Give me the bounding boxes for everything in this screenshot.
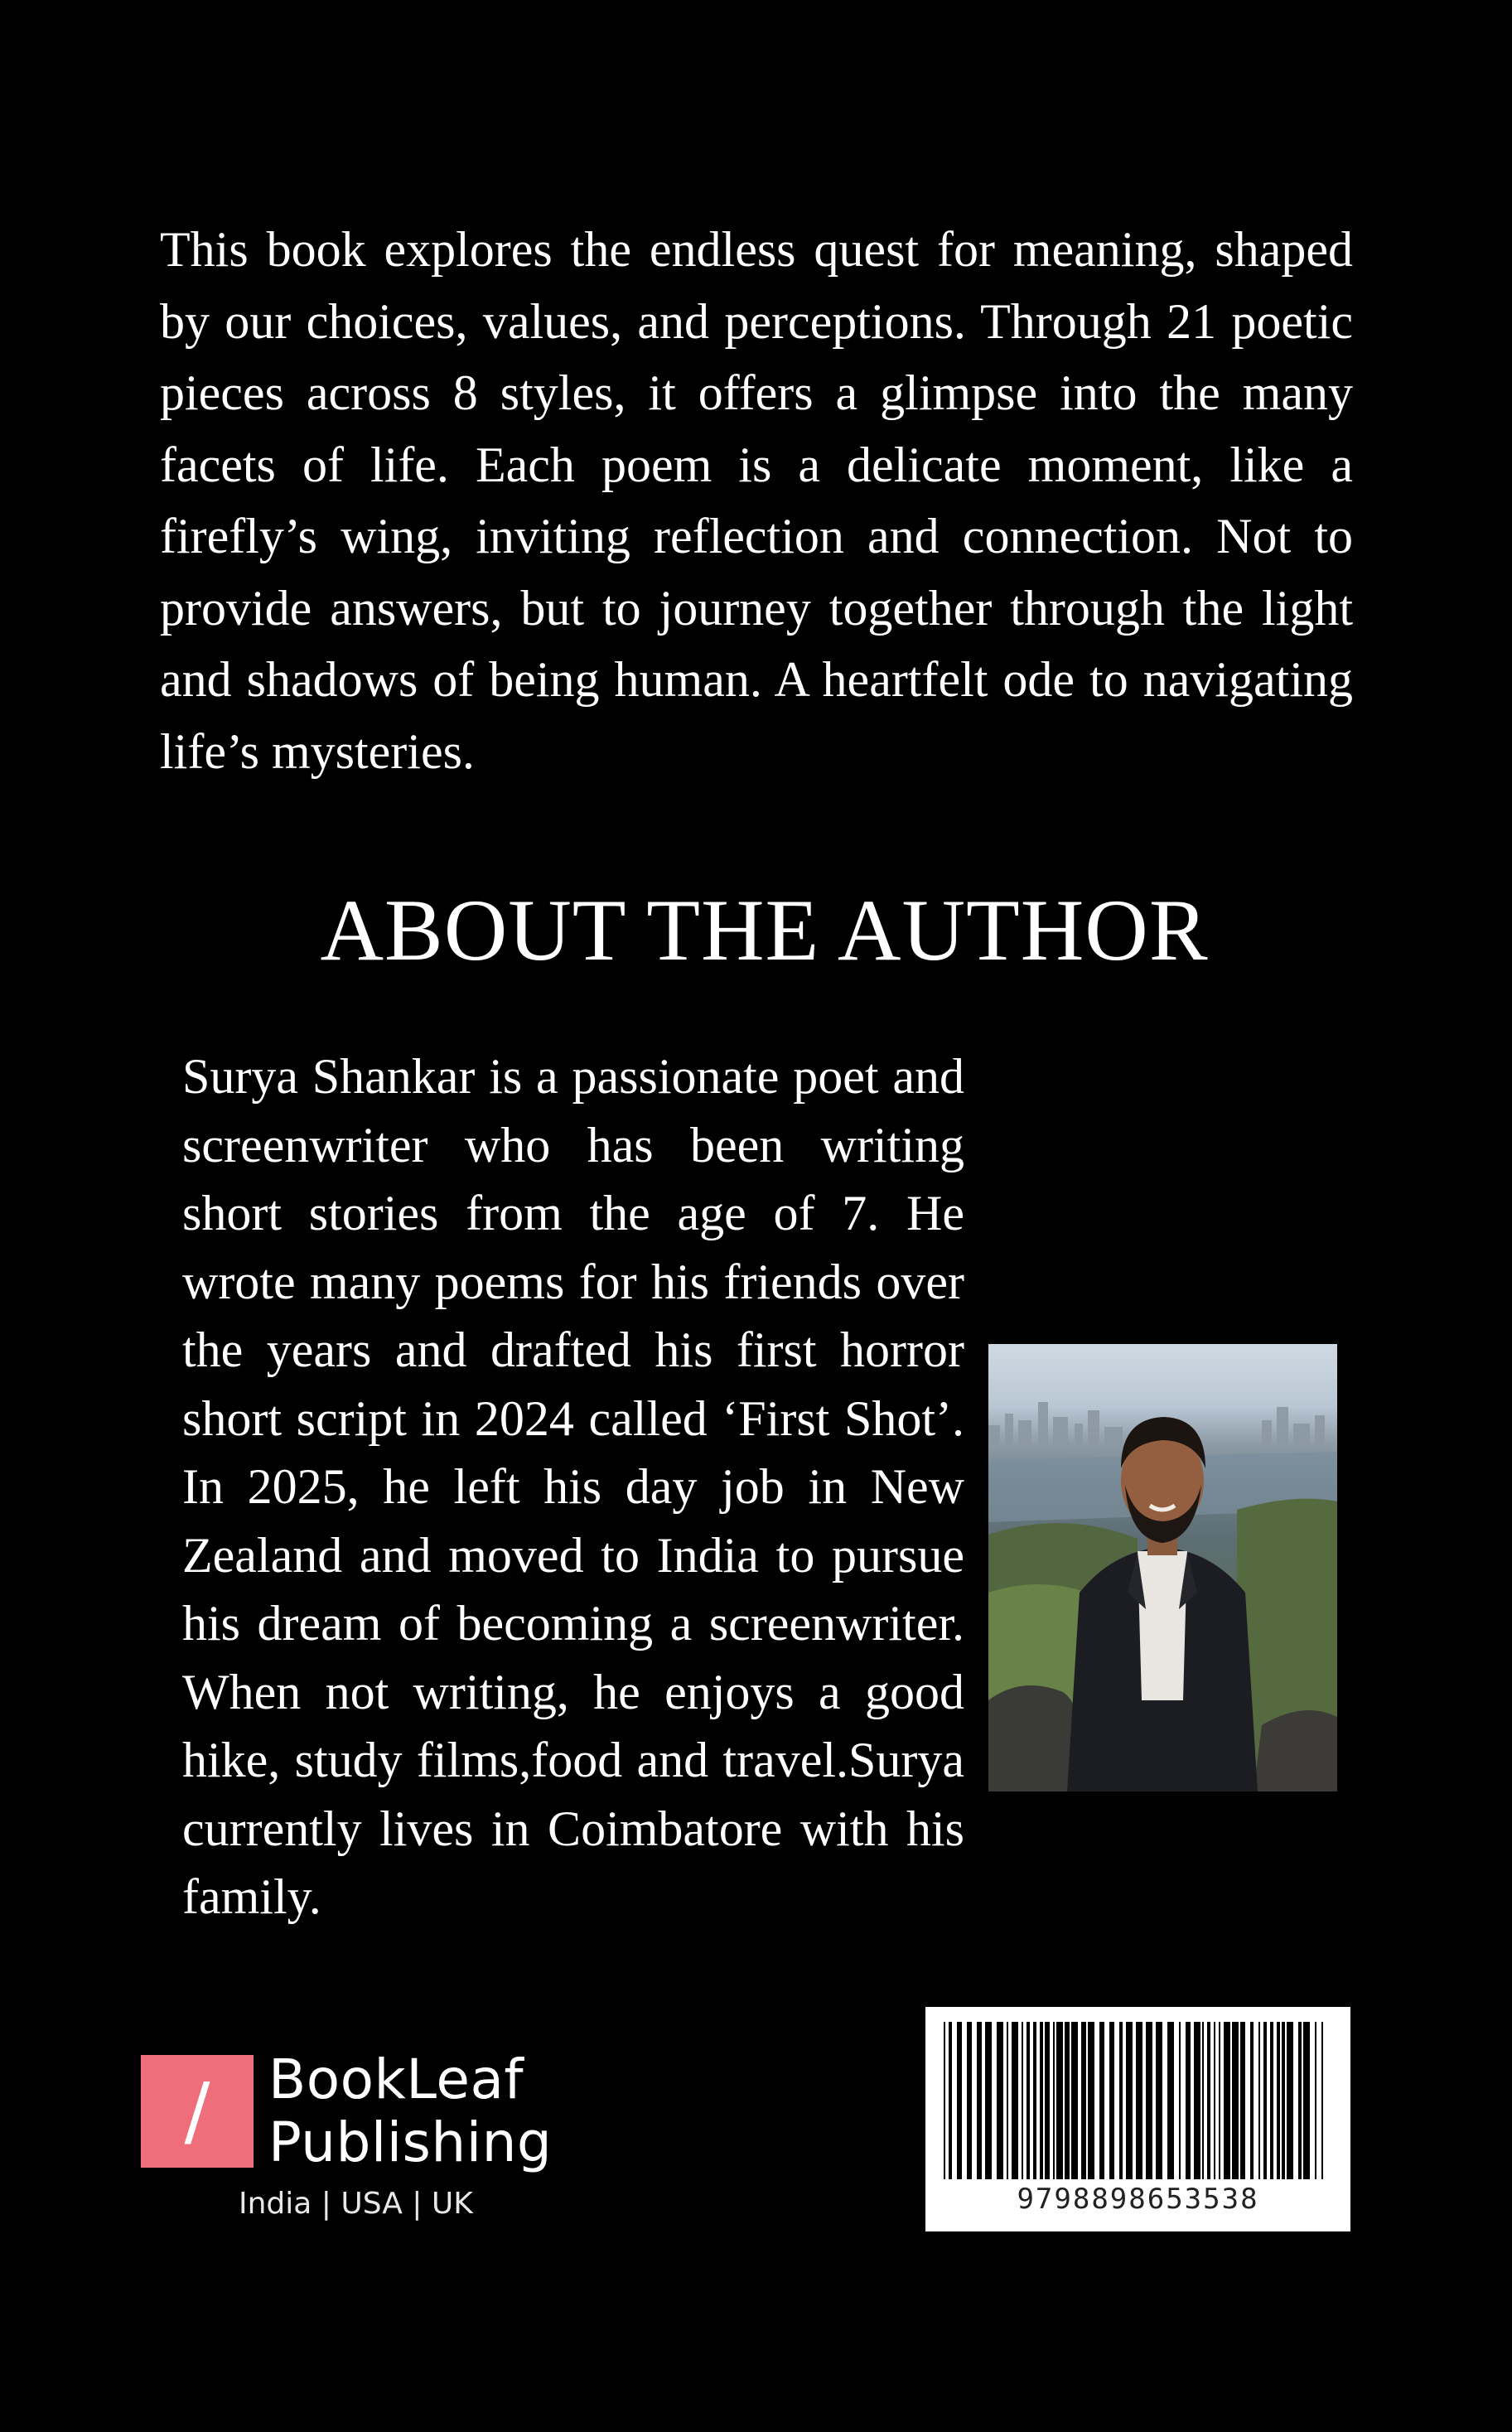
barcode-bar xyxy=(1298,2022,1302,2179)
barcode-bar xyxy=(1146,2022,1152,2179)
barcode-bar xyxy=(1040,2022,1043,2179)
barcode-bar xyxy=(1240,2022,1245,2179)
barcode-bar xyxy=(1179,2022,1181,2179)
barcode-bar xyxy=(1053,2022,1055,2179)
barcode-bar xyxy=(1277,2022,1280,2179)
barcode-bar xyxy=(997,2022,1003,2179)
barcode-bar xyxy=(1109,2022,1114,2179)
barcode-bar xyxy=(1136,2022,1142,2179)
isbn-barcode xyxy=(925,2007,1350,2231)
barcode-bar xyxy=(1186,2022,1191,2179)
barcode-bar xyxy=(1027,2022,1030,2179)
barcode-bar xyxy=(1315,2022,1316,2179)
barcode-bar xyxy=(1156,2022,1162,2179)
barcode-bar xyxy=(1022,2022,1023,2179)
barcode-bar xyxy=(1282,2022,1285,2179)
barcode-bar xyxy=(1214,2022,1215,2179)
barcode-bar xyxy=(985,2022,992,2179)
barcode-bar xyxy=(1012,2022,1018,2179)
barcode-bar xyxy=(1287,2022,1293,2179)
isbn-number: 9798898653538 xyxy=(1017,2183,1259,2216)
barcode-bar xyxy=(977,2022,982,2179)
author-bio: Surya Shankar is a passionate poet and screenwriter who has been writing short stories from the age of 7. He wrote many poems for his friends over the years and drafted his first horror short script in 2024 called ‘First Shot’. In 2025, he left his day job in New Zealand and moved to India to pursue his dream of becoming a screenwriter. When not writing, he enjoys a good hike, study films,food and travel.Surya currently lives in Coimbatore with his family. xyxy=(182,1049,964,1924)
barcode-bar xyxy=(1056,2022,1063,2179)
barcode-bar xyxy=(1099,2022,1104,2179)
publisher-logo xyxy=(141,2048,572,2236)
barcode-bar xyxy=(957,2022,962,2179)
barcode-bar xyxy=(1126,2022,1133,2179)
barcode-bar xyxy=(949,2022,952,2179)
barcode-bar xyxy=(1119,2022,1123,2179)
author-photo xyxy=(988,1344,1337,1791)
barcode-bar xyxy=(1263,2022,1267,2179)
publisher-name xyxy=(268,2048,552,2174)
barcode-bar xyxy=(1065,2022,1070,2179)
barcode-bar xyxy=(967,2022,972,2179)
barcode-bar xyxy=(1033,2022,1036,2179)
barcode-bar xyxy=(1202,2022,1204,2179)
logo-square xyxy=(141,2055,254,2168)
book-blurb: This book explores the endless quest for meaning, shaped by our choices, values, and perceptions. Through 21 poetic pieces across 8 styles, it offers a glimpse into the many facets of life. Each poem is a delicate moment, like a firefly’s wing, inviting reflection and connection. Not to provide answers, but to journey together through the light and shadows of being human. A heartfelt ode to navigating life’s mysteries. xyxy=(160,222,1353,779)
barcode-bar xyxy=(1224,2022,1230,2179)
publisher-name-line1: BookLeaf xyxy=(268,2048,524,2111)
barcode-bar xyxy=(1250,2022,1254,2179)
about-author-heading: ABOUT THE AUTHOR xyxy=(320,882,1209,979)
barcode-bar xyxy=(944,2022,945,2179)
publisher-name-line2: Publishing xyxy=(268,2110,553,2174)
barcode-bar xyxy=(1321,2022,1323,2179)
barcode-bar xyxy=(1232,2022,1239,2179)
publisher-regions: India | USA | UK xyxy=(239,2187,473,2221)
barcode-bar xyxy=(1088,2022,1094,2179)
barcode-bar xyxy=(1045,2022,1050,2179)
barcode-bar xyxy=(1207,2022,1210,2179)
barcode-bar xyxy=(1258,2022,1260,2179)
barcode-bar xyxy=(1007,2022,1008,2179)
barcode-bar xyxy=(1081,2022,1086,2179)
logo-slash-icon: / xyxy=(184,2067,210,2155)
barcode-bar xyxy=(1167,2022,1174,2179)
barcode-bar xyxy=(1071,2022,1078,2179)
barcode-bar xyxy=(1270,2022,1273,2179)
barcode-bar xyxy=(1303,2022,1310,2179)
barcode-bar xyxy=(1219,2022,1220,2179)
barcode-bar xyxy=(1194,2022,1200,2179)
